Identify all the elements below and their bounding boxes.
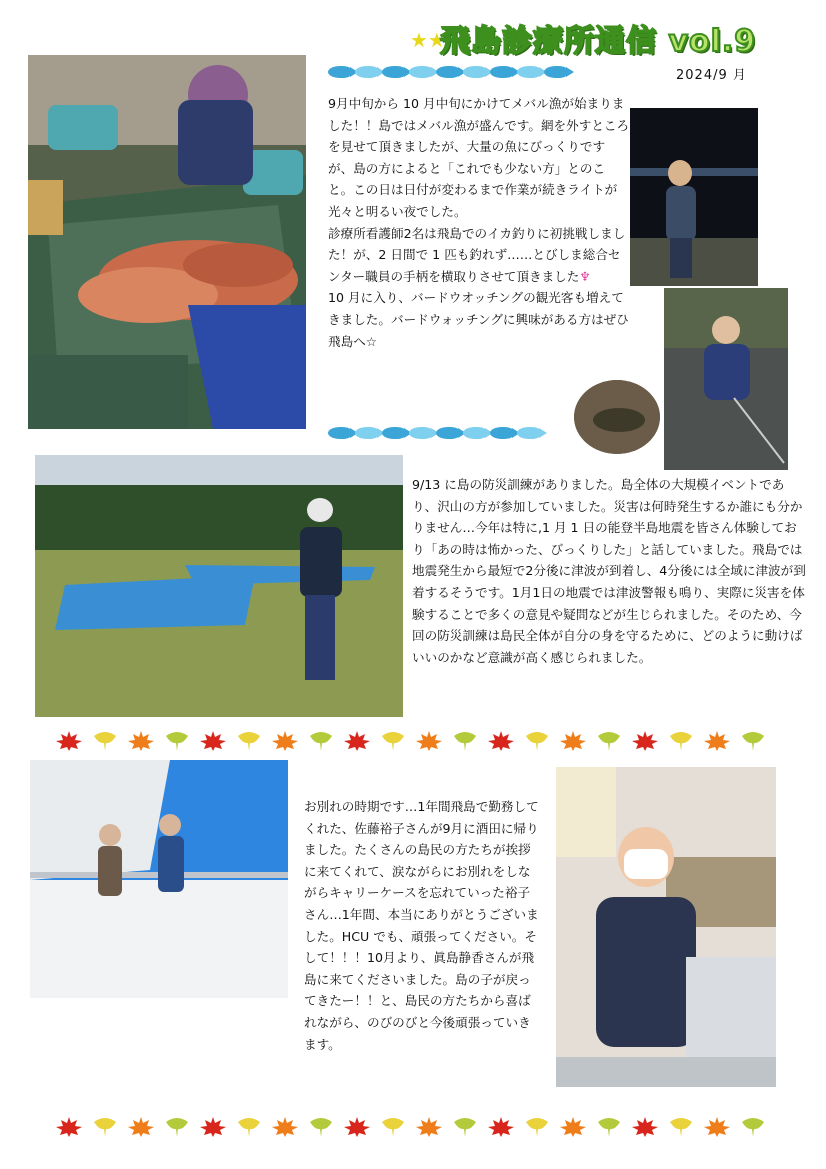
maple-leaf-icon [559, 730, 587, 756]
ginkgo-leaf-icon [163, 1116, 191, 1142]
maple-leaf-icon [703, 730, 731, 756]
fish-icon [355, 66, 379, 78]
fish-icon [436, 427, 460, 439]
section1-text [328, 93, 630, 352]
maple-leaf-icon [415, 1116, 443, 1142]
photo-disaster-drill [35, 455, 403, 717]
maple-leaf-icon [55, 730, 83, 756]
ginkgo-leaf-icon [451, 1116, 479, 1142]
ginkgo-leaf-icon [91, 730, 119, 756]
maple-leaf-icon [487, 730, 515, 756]
fish-divider-bottom [328, 427, 541, 439]
fish-icon [355, 427, 379, 439]
photo-ferry-farewell [30, 760, 288, 998]
ginkgo-leaf-icon [235, 1116, 263, 1142]
fish-divider-top [328, 66, 568, 78]
maple-leaf-icon [415, 730, 443, 756]
ginkgo-leaf-icon [595, 1116, 623, 1142]
photo-squid-closeup [574, 380, 660, 454]
ginkgo-leaf-icon [523, 730, 551, 756]
fish-icon [328, 66, 352, 78]
ginkgo-leaf-icon [595, 730, 623, 756]
maple-leaf-icon [631, 730, 659, 756]
leaf-divider-bottom [55, 1116, 767, 1142]
issue-date: 2024/9 月 [676, 68, 747, 83]
fish-icon [544, 66, 568, 78]
ginkgo-leaf-icon [667, 1116, 695, 1142]
maple-leaf-icon [487, 1116, 515, 1142]
ginkgo-leaf-icon [91, 1116, 119, 1142]
squid-fishing-paragraph: 診療所看護師2名は飛島でのイカ釣りに初挑戦しました！が、2 日間で 1 匹も釣れず……とびしま総合センター職員の手柄を横取りさせて頂きました [328, 225, 626, 284]
maple-leaf-icon [343, 1116, 371, 1142]
mebaru-fishing-paragraph: 9月中旬から 10 月中旬にかけてメバル漁が始まりました！！島ではメバル漁が盛んです。網を外すところを見せて頂きましたが、大量の魚にびっくりですが、島の方によると「これでも少ない方」とのこと。この日は日付が変わるまで作業が続きライトが光々と明るい夜でした。 [328, 96, 630, 219]
maple-leaf-icon [199, 1116, 227, 1142]
fish-icon [490, 427, 514, 439]
maple-leaf-icon [55, 1116, 83, 1142]
ginkgo-leaf-icon [163, 730, 191, 756]
fish-icon [490, 66, 514, 78]
maple-leaf-icon [343, 730, 371, 756]
maple-leaf-icon [631, 1116, 659, 1142]
leaf-divider-middle [55, 730, 767, 756]
maple-leaf-icon [199, 730, 227, 756]
fish-icon [328, 427, 352, 439]
ginkgo-leaf-icon [235, 730, 263, 756]
fish-icon [409, 427, 433, 439]
section2-text: 9/13 に島の防災訓練がありました。島全体の大規模イベントであり、沢山の方が参加していました。災害は何時発生するか誰にも分かりません…今年は特に,1 月 1 日の能登半島地震を皆さん体験しており「あの時は怖かった、びっくりした」と話していました。飛島では地震発生から最短で2分後に津波が到着し、4分後には全域に津波が到着するそうです。1月1日の地震では津波警報も鳴り、実際に災害を体験することで多くの意見や疑問などが生じられました。そのため、今回の防災訓練は島民全体が自分の身を守るために、どのように動けばいいのかなど意識が高く感じられました。 [412, 477, 806, 665]
photo-fish-catch [28, 55, 306, 429]
squid-icon: ♆ [579, 268, 591, 284]
fish-icon [382, 66, 406, 78]
page-title: 飛島診療所通信 vol.9 [440, 24, 757, 59]
maple-leaf-icon [127, 1116, 155, 1142]
ginkgo-leaf-icon [379, 730, 407, 756]
maple-leaf-icon [703, 1116, 731, 1142]
fish-icon [463, 427, 487, 439]
ginkgo-leaf-icon [523, 1116, 551, 1142]
fish-icon [517, 427, 541, 439]
ginkgo-leaf-icon [451, 730, 479, 756]
fish-icon [517, 66, 541, 78]
ginkgo-leaf-icon [307, 1116, 335, 1142]
maple-leaf-icon [271, 730, 299, 756]
birdwatching-paragraph: 10 月に入り、バードウオッチングの観光客も増えてきました。バードウォッチングに興味がある方はぜひ飛島へ☆ [328, 290, 629, 349]
photo-squid-catch [664, 288, 788, 470]
fish-icon [409, 66, 433, 78]
maple-leaf-icon [127, 730, 155, 756]
photo-clinic-office [556, 767, 776, 1087]
ginkgo-leaf-icon [307, 730, 335, 756]
fish-icon [463, 66, 487, 78]
section3-text: お別れの時期です…1年間飛島で勤務してくれた、佐藤裕子さんが9月に酒田に帰りました。たくさんの島民の方たちが挨拶に来てくれて、涙ながらにお別れをしながらキャリーケースを忘れていった裕子さん…1年間、本当にありがとうございました。HCU でも、頑張ってください。そして！！！10月より、眞島静香さんが飛島に来てくださいました。島の子が戻ってきたー！！と、島民の方たちから喜ばれながら、のびのびと今後頑張っていきます。 [304, 799, 539, 1052]
ginkgo-leaf-icon [379, 1116, 407, 1142]
fish-icon [382, 427, 406, 439]
fish-icon [436, 66, 460, 78]
maple-leaf-icon [271, 1116, 299, 1142]
ginkgo-leaf-icon [667, 730, 695, 756]
sparkle-stars-icon: ★★ [410, 28, 446, 52]
ginkgo-leaf-icon [739, 730, 767, 756]
photo-night-fishing [630, 108, 758, 286]
ginkgo-leaf-icon [739, 1116, 767, 1142]
maple-leaf-icon [559, 1116, 587, 1142]
